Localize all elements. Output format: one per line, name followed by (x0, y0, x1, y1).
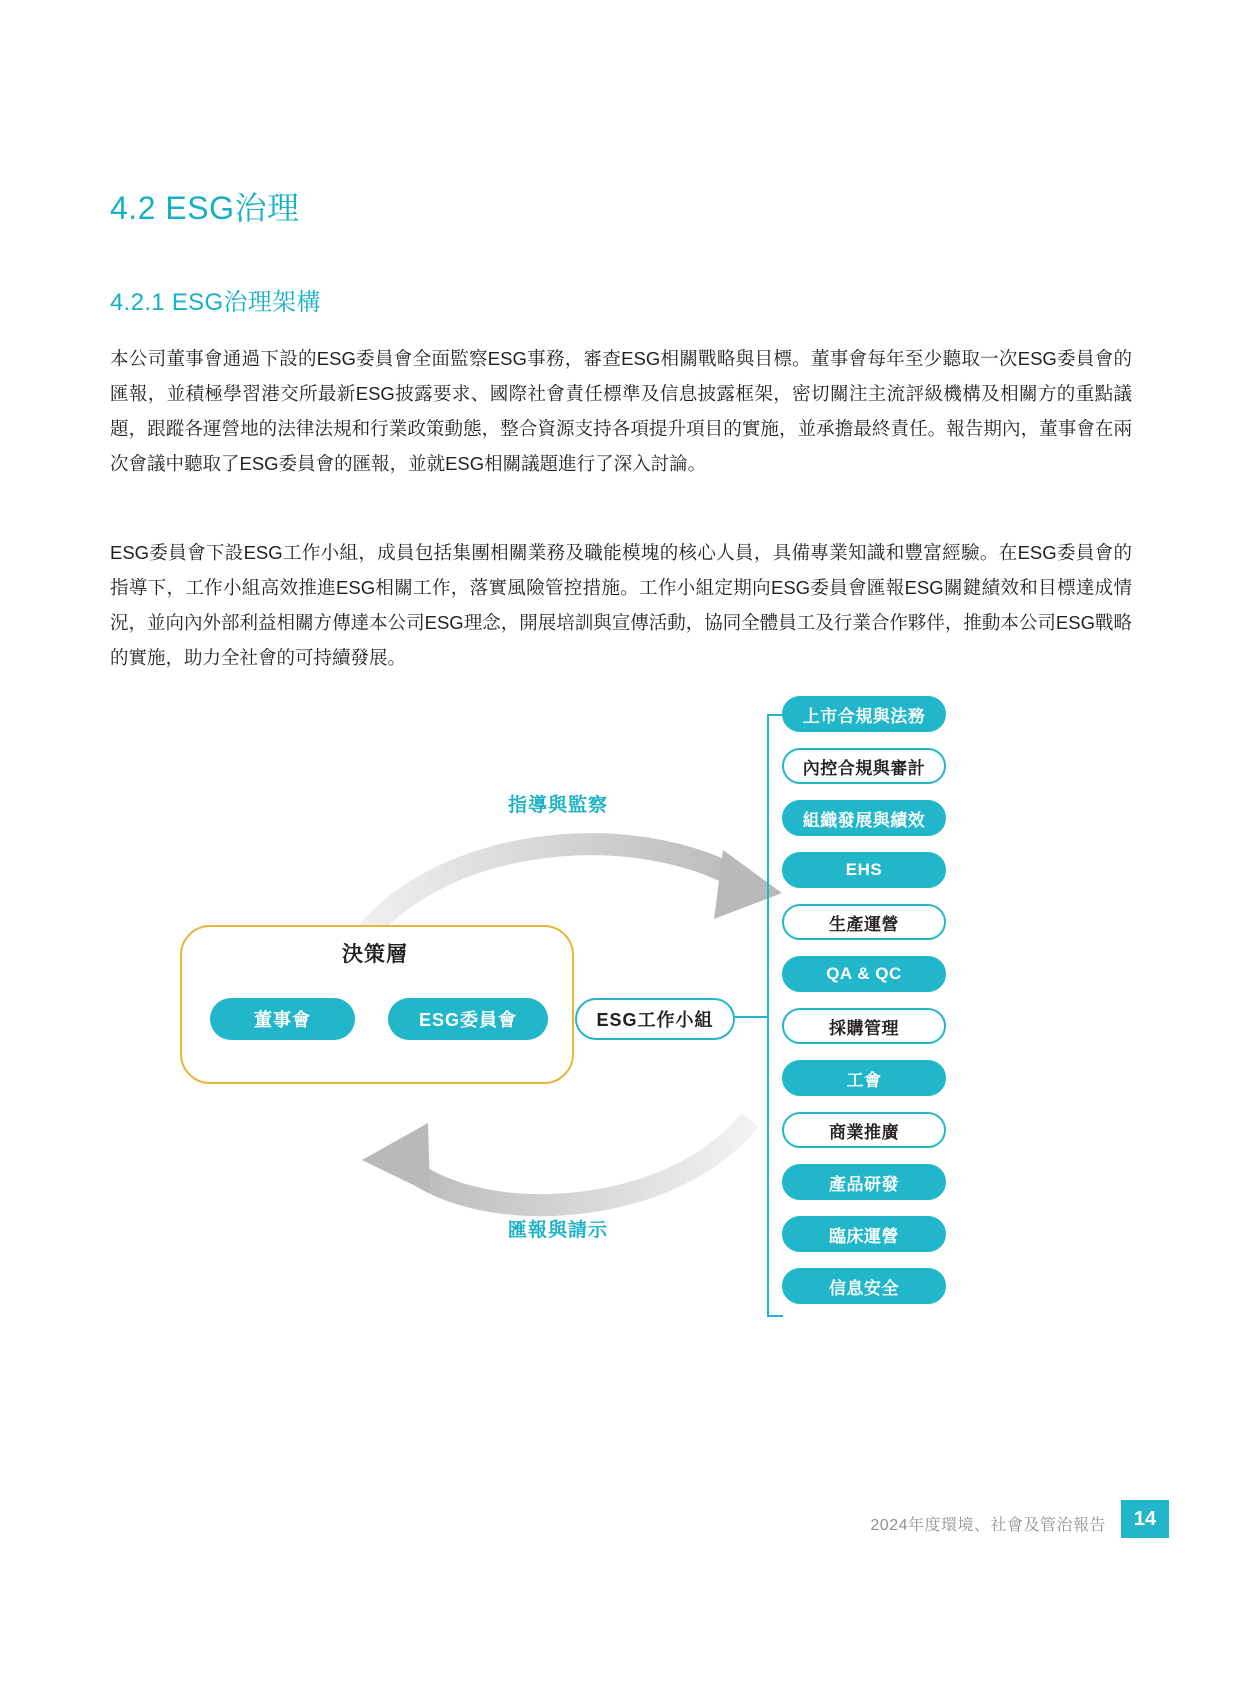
module-item: 上市合規與法務 (782, 696, 946, 732)
module-item: 生產運營 (782, 904, 946, 940)
body-paragraph-2: ESG委員會下設ESG工作小組，成員包括集團相關業務及職能模塊的核心人員，具備專業知識和豐富經驗。在ESG委員會的指導下，工作小組高效推進ESG相關工作，落實風險管控措施。工作小組定期向ESG委員會匯報ESG關鍵績效和目標達成情況，並向內外部利益相關方傳達本公司ESG理念，開展培訓與宣傳活動，協同全體員工及行業合作夥伴，推動本公司ESG戰略的實施，助力全社會的可持續發展。 (110, 541, 1132, 668)
arc-label-reporting: 匯報與請示 (508, 1220, 609, 1241)
bracket-stem (735, 1016, 769, 1018)
arc-label-guidance: 指導與監察 (508, 795, 609, 816)
footer-page-number: 14 (1121, 1500, 1169, 1538)
bracket-line (767, 714, 769, 1316)
module-item: 組織發展與績效 (782, 800, 946, 836)
bracket-cap-bottom (767, 1315, 783, 1317)
module-item: 商業推廣 (782, 1112, 946, 1148)
module-item: 工會 (782, 1060, 946, 1096)
module-item: 內控合規與審計 (782, 748, 946, 784)
module-item: 產品研發 (782, 1164, 946, 1200)
decision-layer-title: 決策層 (342, 943, 408, 966)
module-item: QA & QC (782, 956, 946, 992)
node-esg-workgroup: ESG工作小組 (575, 998, 735, 1040)
body-paragraph-1: 本公司董事會通過下設的ESG委員會全面監察ESG事務，審查ESG相關戰略與目標。董事會每年至少聽取一次ESG委員會的匯報，並積極學習港交所最新ESG披露要求、國際社會責任標準及信息披露框架，密切關注主流評級機構及相關方的重點議題，跟蹤各運營地的法律法規和行業政策動態，整合資源支持各項提升項目的實施，並承擔最終責任。報告期內，董事會在兩次會議中聽取了ESG委員會的匯報，並就ESG相關議題進行了深入討論。 (110, 347, 1132, 474)
node-esg-committee: ESG委員會 (388, 998, 548, 1040)
node-board: 董事會 (210, 998, 355, 1040)
module-item: 臨床運營 (782, 1216, 946, 1252)
bracket-cap-top (767, 714, 783, 716)
esg-governance-diagram (110, 690, 1132, 1340)
module-item: 採購管理 (782, 1008, 946, 1044)
module-item: 信息安全 (782, 1268, 946, 1304)
footer-report-title: 2024年度環境、社會及管治報告 (870, 1517, 1106, 1534)
module-item: EHS (782, 852, 946, 888)
page-title: 4.2 ESG治理 (110, 190, 300, 227)
subsection-title: 4.2.1 ESG治理架構 (110, 288, 321, 316)
